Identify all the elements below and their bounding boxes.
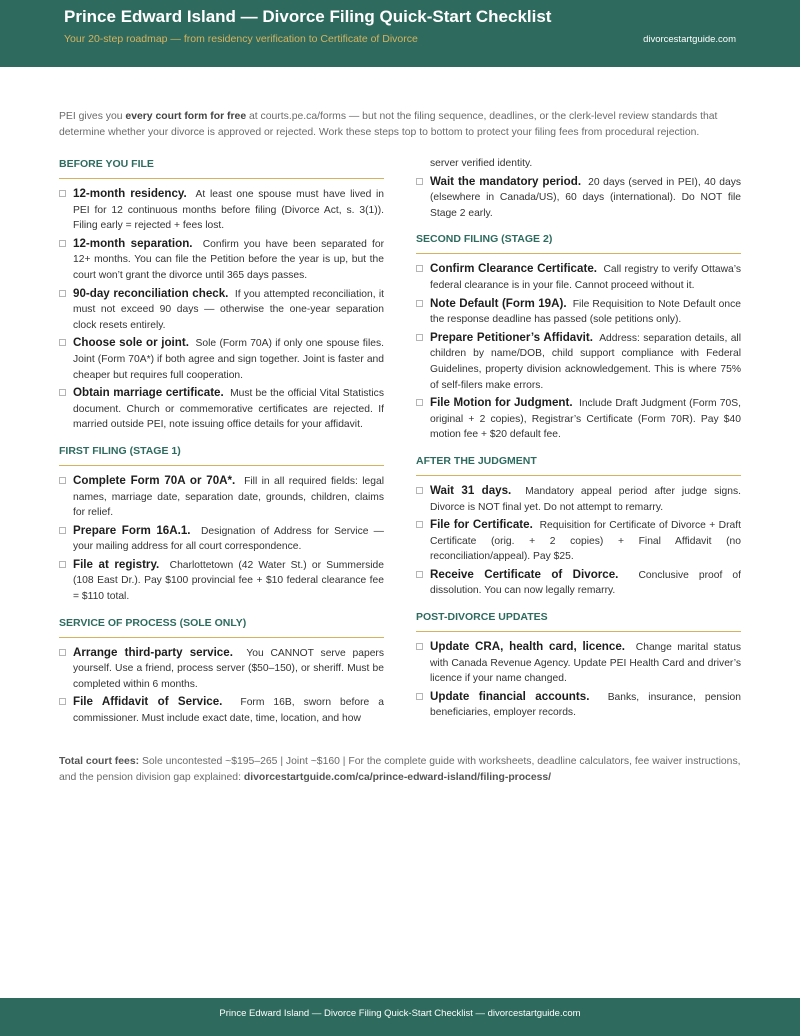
page-header [0,0,800,67]
item-text: At least one spouse must have lived in PEI for 12 continuous months before filing (Divorce Act, s. 3(1)). Filing early = rejected + fees lost. [73,189,385,232]
checkbox[interactable] [59,190,66,197]
fees-text: Sole uncontested ~$195–265 | Joint ~$160 | For the complete guide with worksheets, deadline calculators, fee waiver instructions, and the pension division gap explained: [59,756,741,783]
section-title-second-filing: SECOND FILING (STAGE 2) [416,231,741,254]
item-name: Update CRA, health card, licence. [430,640,625,654]
section-title-post-divorce: POST-DIVORCE UPDATES [416,609,741,632]
checkbox[interactable] [416,265,423,272]
item-name: Confirm Clearance Certificate. [430,262,597,276]
checklist-item [59,236,384,284]
checkbox[interactable] [59,339,66,346]
checkbox[interactable] [416,300,423,307]
item-text: Sole (Form 70A) if only one spouse files. Joint (Form 70A*) if both agree and sign together. Joint is faster and cheaper but requires full cooperation. [73,338,384,381]
checkbox[interactable] [416,399,423,406]
item-name: Note Default (Form 19A). [430,296,567,310]
item-text: File Requisition to Note Default once the response deadline has passed (sole petitions only). [430,298,741,326]
header-site: divorcestartguide.com [643,34,736,45]
item-text: Fill in all required fields: legal names, marriage date, separation date, grounds, children, claims for relief. [73,475,384,519]
checkbox[interactable] [416,521,423,528]
checkbox[interactable] [59,290,66,297]
checklist-item [59,473,384,521]
item-name: Arrange third-party service. [73,645,233,659]
page-footer [0,998,800,1036]
section-title-first-filing: FIRST FILING (STAGE 1) [59,443,384,466]
item-text: Conclusive proof of dissolution. You can now legally remarry. [430,569,741,597]
checklist-item [59,523,384,555]
checkbox[interactable] [59,527,66,534]
checklist-item [416,330,741,393]
checkbox[interactable] [416,487,423,494]
item-continuation: server verified identity. [430,158,533,169]
item-name: File Affidavit of Service. [73,695,223,709]
item-text: Include Draft Judgment (Form 70S, original + 2 copies), Registrar’s Certificate (Form 70R). Pay $40 motion fee + $20 default fee. [430,398,741,441]
item-name: File for Certificate. [430,518,533,532]
item-text: Must be the official Vital Statistics document. Church or commemorative certificates are rejected. If married outside PEI, note issuing office details for your affidavit. [73,388,384,431]
page-title: Prince Edward Island — Divorce Filing Quick-Start Checklist [64,7,552,26]
checklist-item [59,335,384,383]
checklist-item [59,557,384,605]
item-name: 12-month separation. [73,236,193,250]
intro-part2: at courts.pe.ca/forms — but not the filing sequence, deadlines, or the clerk-level review standards that determine whether your divorce is approved or rejected. Work these steps top to bottom to protect your filing fees from procedural rejection. [59,111,718,138]
checkbox[interactable] [416,334,423,341]
checkbox[interactable] [416,178,423,185]
footer-text: Prince Edward Island — Divorce Filing Quick-Start Checklist — divorcestartguide.com [219,1008,581,1019]
checklist-item [416,395,741,443]
item-name: 12-month residency. [73,187,187,200]
item-name: 90-day reconciliation check. [73,286,229,300]
item-text: Requisition for Certificate of Divorce + Draft Certificate (orig. + 2 copies) + Final Affidavit (no reconciliation/appeal). Pay $25. [430,520,741,563]
checkbox[interactable] [59,477,66,484]
item-text: Banks, insurance, pension beneficiaries, employer records. [430,691,741,719]
item-text: Change marital status with Canada Revenue Agency. Update PEI Health Card and driver’s licence if your name changed. [430,642,741,685]
item-text: 20 days (served in PEI), 40 days (elsewhere in Canada/US), 60 days (international). Do NOT file Stage 2 early. [430,176,741,219]
guide-link[interactable]: divorcestartguide.com/ca/prince-edward-island/filing-process/ [243,772,552,783]
checkbox[interactable] [59,698,66,705]
right-column [416,156,741,723]
item-name: Obtain marriage certificate. [73,386,224,400]
item-name: File at registry. [73,557,160,571]
intro-part1: PEI gives you [59,111,126,122]
checkbox[interactable] [416,643,423,650]
section-title-after-judgment: AFTER THE JUDGMENT [416,453,741,476]
item-text: Confirm you have been separated for 12+ months. You can file the Petition before the year is up, but the court won’t grant the divorce until 365 days passes. [73,238,384,281]
checkbox[interactable] [59,240,66,247]
item-text: Address: separation details, all children by name/DOB, child support compliance with Federal Guidelines, property division acknowledgement. This is where 75% of self-filers make errors. [430,332,741,391]
checklist-item [416,174,741,222]
checklist-item [416,261,741,293]
checklist-item [416,296,741,328]
section-title-service: SERVICE OF PROCESS (SOLE ONLY) [59,615,384,638]
fees-note [59,754,741,786]
checklist-item [416,689,741,721]
item-text: Mandatory appeal period after judge signs. Divorce is NOT final yet. Do not attempt to remarry. [430,485,741,513]
left-column [59,156,384,729]
checkbox[interactable] [416,693,423,700]
section-title-before: BEFORE YOU FILE [59,156,384,179]
item-name: Wait 31 days. [430,483,512,497]
checklist-item [416,639,741,687]
checklist-item [59,286,384,334]
item-text: If you attempted reconciliation, it must not exceed 90 days — otherwise the one-year separation clock resets entirely. [73,288,384,331]
item-name: Choose sole or joint. [73,336,189,350]
checkbox[interactable] [59,389,66,396]
checklist-item [416,567,741,599]
item-text: Call registry to verify Ottawa’s federal clearance is in your file. Cannot proceed without it. [430,264,741,291]
item-name: Prepare Form 16A.1. [73,523,191,537]
item-name: File Motion for Judgment. [430,396,573,410]
checkbox[interactable] [416,571,423,578]
fees-label: Total court fees: [59,756,140,767]
item-name: Wait the mandatory period. [430,174,582,188]
item-text: Form 16B, sworn before a commissioner. Must include exact date, time, location, and how [73,697,384,725]
checklist-item [59,645,384,693]
checklist-item [416,483,741,515]
item-text: Designation of Address for Service — your mailing address for all court correspondence. [73,525,384,553]
checkbox[interactable] [59,561,66,568]
item-text: Charlottetown (42 Water St.) or Summerside (108 East Dr.). Pay $100 provincial fee + $10 federal clearance fee = $110 total. [73,559,385,603]
item-name: Complete Form 70A or 70A*. [73,473,236,487]
item-text: You CANNOT serve papers yourself. Use a friend, process server ($50–150), or sheriff. Must be completed within 6 months. [73,647,384,690]
item-name: Update financial accounts. [430,689,590,703]
checklist-item [59,186,384,234]
checklist-item [59,694,384,726]
checkbox[interactable] [59,649,66,656]
item-name: Prepare Petitioner’s Affidavit. [430,330,593,344]
item-name: Receive Certificate of Divorce. [430,567,619,581]
intro-bold: every court form for free [125,111,247,122]
checklist-item [59,385,384,433]
page-subtitle: Your 20-step roadmap — from residency verification to Certificate of Divorce [64,33,418,45]
intro-paragraph [59,109,741,141]
checklist-item [416,517,741,565]
